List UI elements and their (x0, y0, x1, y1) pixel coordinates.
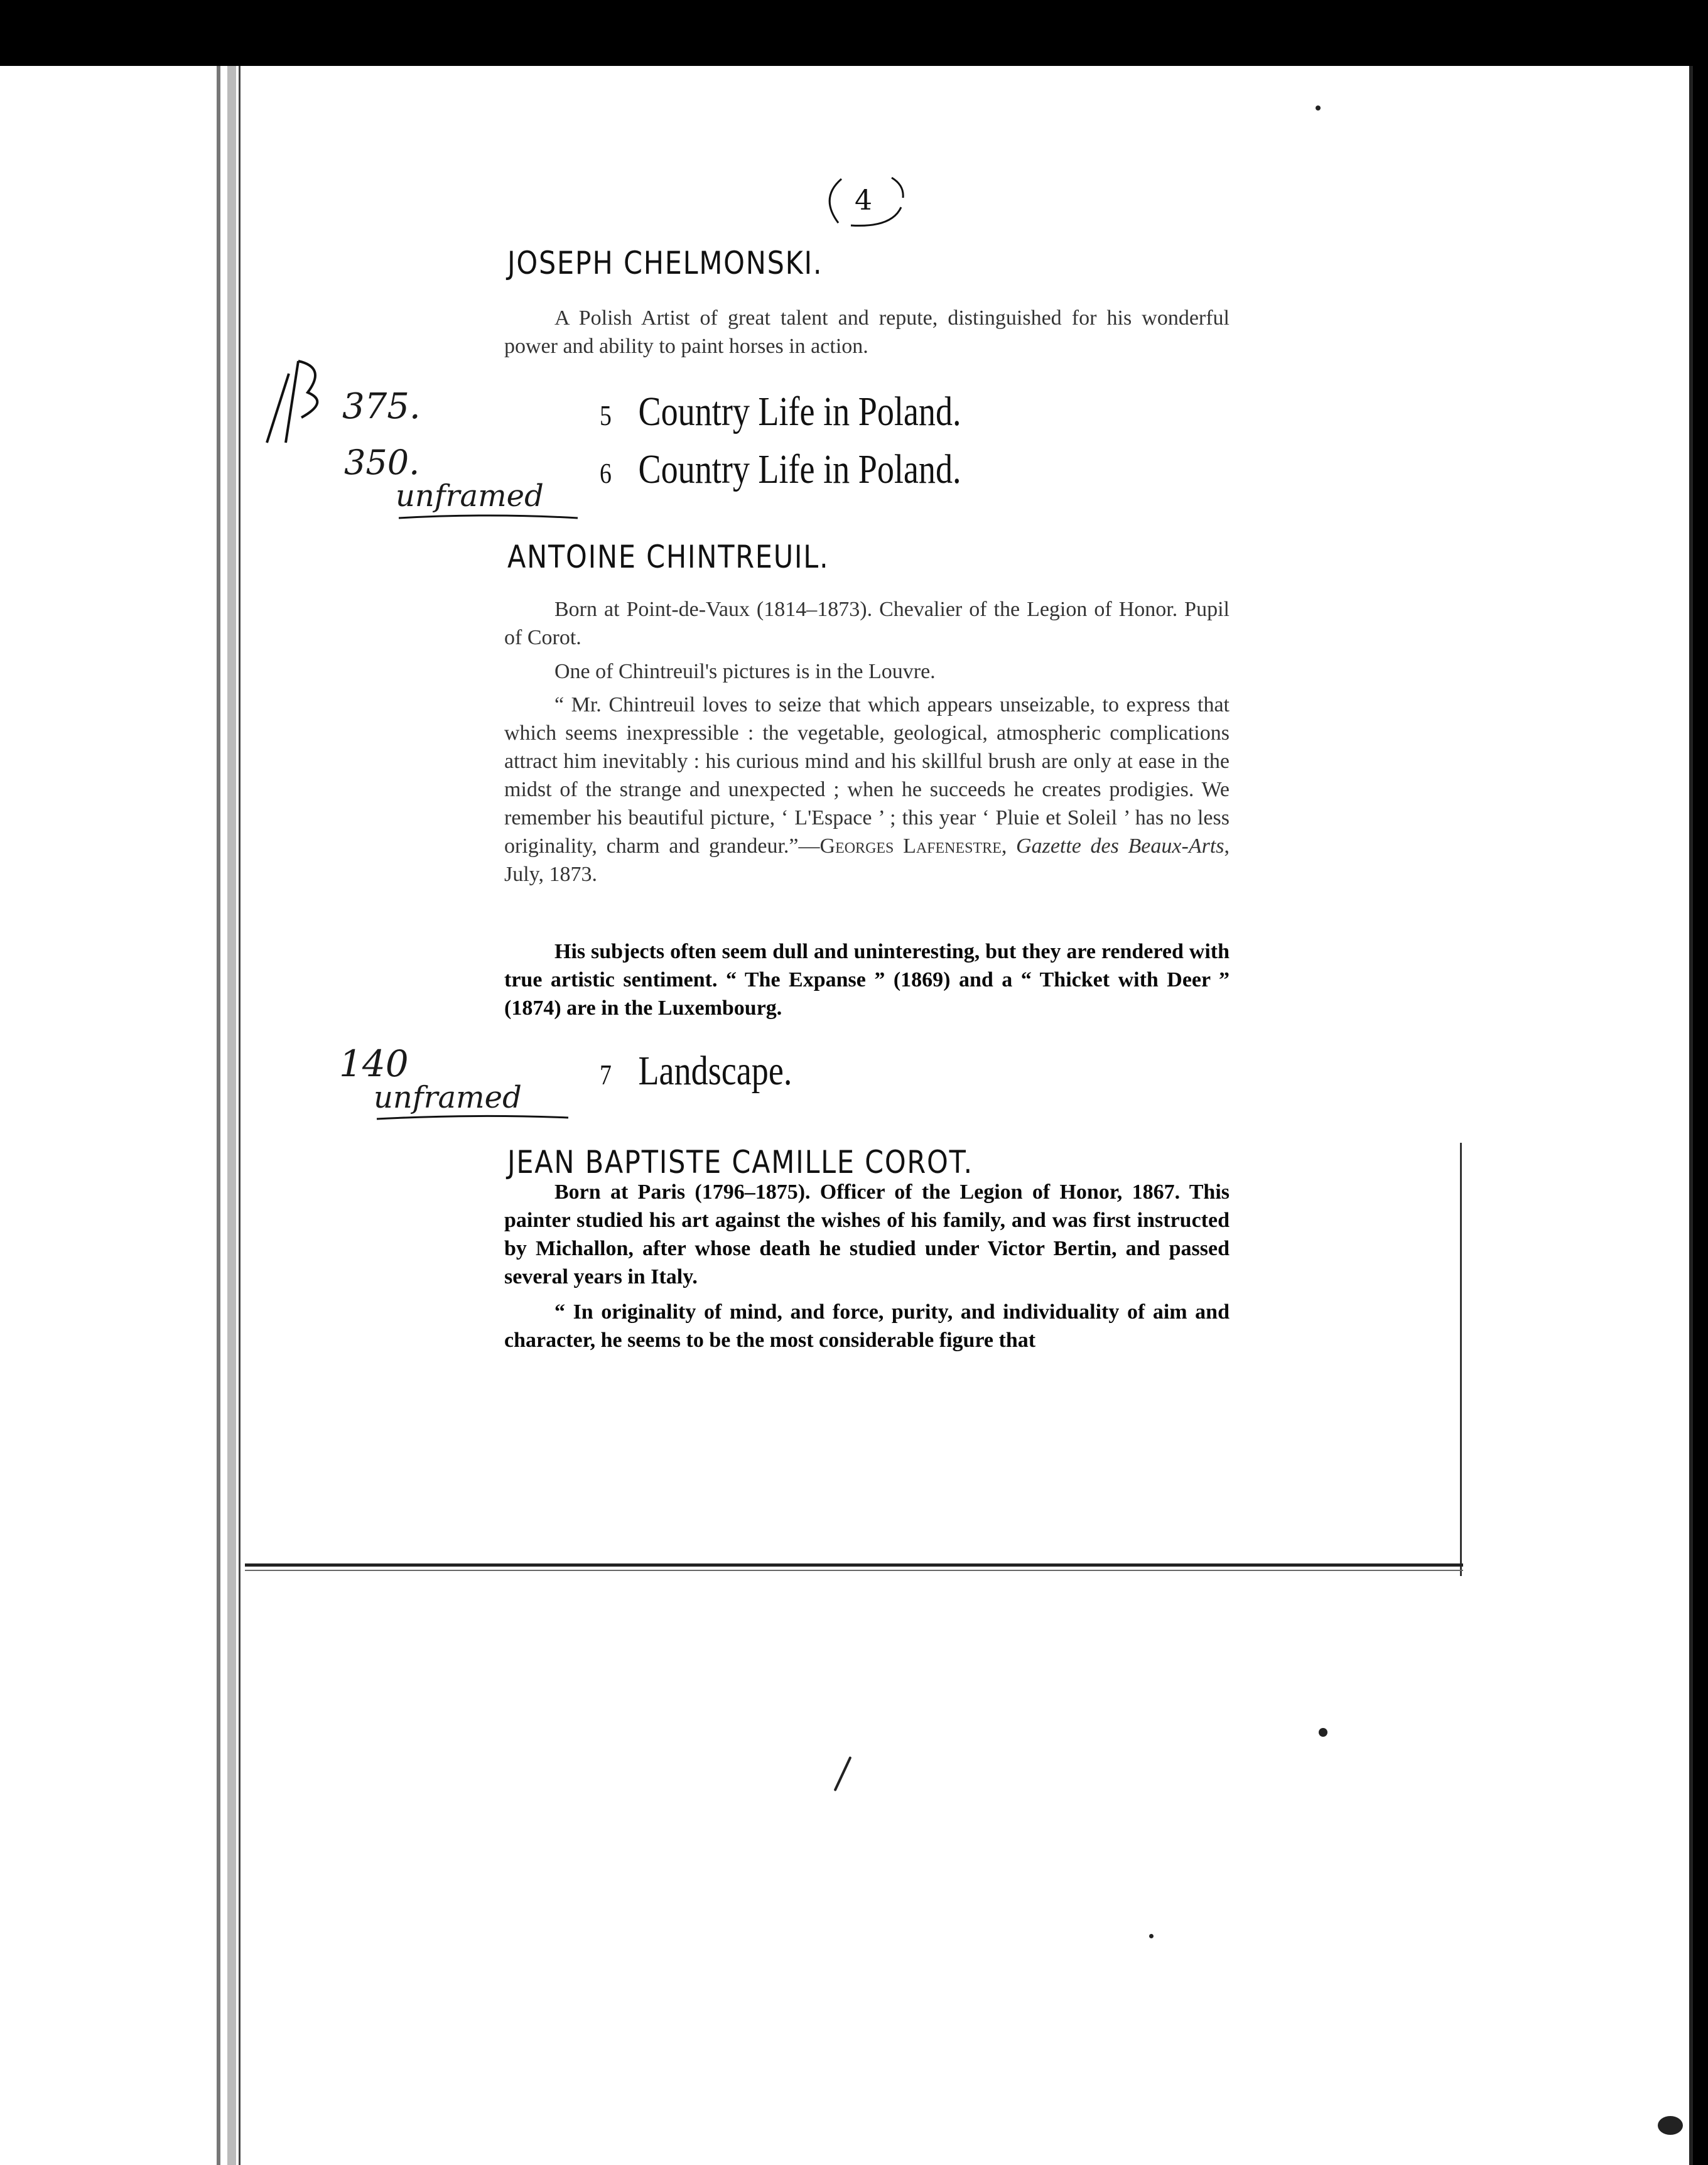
leaf-border-right (1460, 1143, 1462, 1576)
scan-speck (1149, 1934, 1154, 1938)
handwritten-underline (374, 1111, 575, 1124)
critic-quote-corot: “ In originality of mind, and force, purity, and individuality of aim and character, he seems to be the most considerable figure that (504, 1300, 1230, 1352)
scanner-black-band (0, 0, 1708, 69)
entry-number: 7 (600, 1059, 612, 1091)
critic-quote-text: “ Mr. Chintreuil loves to seize that which appears unseizable, to express that which seems inexpressible : the vegetable, geological, atmospheric complications attract him inevitably : his curious mind and his skillful brush are only at ease in the midst of the strange and unexpected ; when he succeeds he creates prodigies. We remember his beautiful picture, ‘ L'Espace ’ ; this year ‘ Pluie et Soleil ’ has no less originality, charm and grandeur.”— (504, 693, 1230, 858)
artist-bio-corot: Born at Paris (1796–1875). Officer of the Legion of Honor, 1867. This painter studied his art against the wishes of his family, and was first instructed by Michallon, after whose death he studied under Victor Bertin, and passed several years in Italy. (504, 1180, 1230, 1288)
handwritten-price-5: 375. (342, 386, 421, 427)
scan-speck (1319, 1728, 1327, 1737)
entry-title: Country Life in Poland. (638, 446, 961, 492)
leaf-border-bottom-shadow (245, 1570, 1463, 1571)
catalogue-entry-5 (600, 388, 961, 436)
artist-note-louvre: One of Chintreuil's pictures is in the Louvre. (554, 660, 936, 683)
critic-quote-attribution: Georges Lafenestre, (819, 834, 1007, 858)
entry-number: 6 (600, 457, 612, 489)
artist-subjects-chintreuil: His subjects often seem dull and uninteresting, but they are rendered with true artistic sentiment. “ The Expanse ” (1869) and a “ Thicket with Deer ” (1874) are in the Luxembourg. (504, 940, 1230, 1020)
leaf-border-bottom (245, 1563, 1463, 1567)
artist-heading-corot: JEAN BAPTISTE CAMILLE COROT. (507, 1144, 973, 1180)
binding-gutter-edge (239, 66, 241, 2165)
artist-bio-chintreuil: Born at Point-de-Vaux (1814–1873). Chevalier of the Legion of Honor. Pupil of Corot. (504, 598, 1230, 649)
artist-bio-chelmonski: A Polish Artist of great talent and repute, distinguished for his wonderful power and ability to paint horses in action. (504, 306, 1230, 358)
critic-quote (504, 691, 1230, 888)
handwritten-mark-icon (254, 348, 330, 449)
entry-number: 5 (600, 399, 612, 431)
handwritten-note-unframed-6: unframed (396, 478, 544, 514)
binding-gutter (217, 66, 220, 2165)
handwritten-price-7: 140 (339, 1042, 409, 1085)
critic-quote-date: , July, 1873. (504, 834, 1230, 886)
handwritten-underline (396, 512, 584, 524)
catalogue-entry-6 (600, 446, 961, 494)
handwritten-note-unframed-7: unframed (374, 1080, 522, 1115)
entry-title: Landscape. (638, 1048, 792, 1094)
binding-gutter-shadow (227, 66, 236, 2165)
artist-heading-chintreuil: ANTOINE CHINTREUIL. (507, 539, 830, 575)
catalogue-entry-7 (600, 1047, 792, 1095)
scan-speck (1316, 105, 1321, 111)
page-number (816, 173, 911, 229)
entry-title: Country Life in Poland. (638, 389, 961, 435)
scan-speck (1658, 2116, 1683, 2135)
critic-quote-source: Gazette des Beaux-Arts (1016, 834, 1224, 858)
artist-heading-chelmonski: JOSEPH CHELMONSKI. (507, 245, 823, 281)
handwritten-price-6: 350. (344, 443, 420, 482)
page-number-circle (816, 173, 911, 229)
page-number-text: 4 (855, 185, 872, 217)
